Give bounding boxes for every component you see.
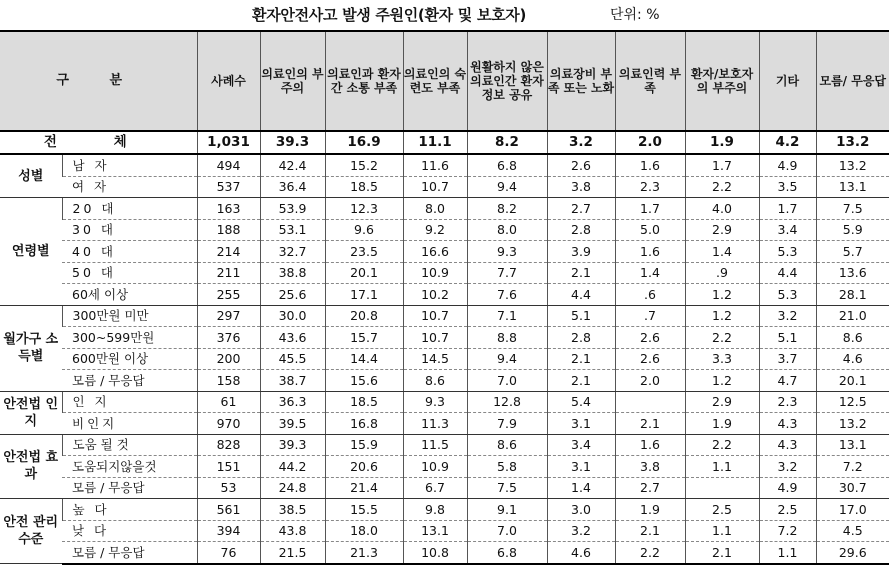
data-cell: .9 — [685, 262, 759, 284]
data-cell: 2.7 — [547, 198, 615, 220]
data-cell: 2.5 — [685, 499, 759, 521]
data-cell: 3.0 — [547, 499, 615, 521]
table-title: 환자안전사고 발생 주원인(환자 및 보호자) — [252, 6, 527, 24]
data-cell: 61 — [197, 391, 260, 413]
data-cell: 39.3 — [260, 434, 325, 456]
data-cell: .6 — [615, 284, 685, 306]
row-label: 도움 될 것 — [62, 434, 197, 456]
column-header: 의료인의 부주의 — [260, 31, 325, 131]
data-cell: 3.1 — [547, 456, 615, 478]
table-row — [0, 477, 889, 499]
data-cell: 2.3 — [759, 391, 816, 413]
data-cell: 1.1 — [685, 456, 759, 478]
data-cell: 20.6 — [325, 456, 403, 478]
data-cell: 10.8 — [403, 542, 467, 564]
row-label: 모름 / 무응답 — [62, 370, 197, 392]
data-cell: 2.3 — [615, 176, 685, 198]
data-cell: 297 — [197, 305, 260, 327]
data-cell: 9.4 — [467, 176, 547, 198]
row-label: 300~599만원 — [62, 327, 197, 349]
data-cell: 8.6 — [403, 370, 467, 392]
data-cell: 53.1 — [260, 219, 325, 241]
row-label: 모름 / 무응답 — [62, 477, 197, 499]
table-row — [0, 413, 889, 435]
data-cell: 2.8 — [547, 219, 615, 241]
row-label: 60세 이상 — [62, 284, 197, 306]
data-cell: 1.7 — [615, 198, 685, 220]
data-cell: 828 — [197, 434, 260, 456]
data-cell: 6.8 — [467, 542, 547, 564]
total-cell: 39.3 — [260, 131, 325, 154]
data-cell: 13.2 — [816, 413, 889, 435]
data-cell: 376 — [197, 327, 260, 349]
unit-label: 단위: % — [610, 7, 660, 23]
total-cell: 1.9 — [685, 131, 759, 154]
column-header: 원활하지 않은 의료인간 환자정보 공유 — [467, 31, 547, 131]
data-cell: 7.2 — [816, 456, 889, 478]
total-label: 전 체 — [0, 131, 197, 154]
data-cell: 11.5 — [403, 434, 467, 456]
group-label: 연령별 — [0, 198, 62, 306]
data-cell: 17.0 — [816, 499, 889, 521]
data-cell: 11.6 — [403, 154, 467, 176]
data-cell: 10.7 — [403, 327, 467, 349]
table-row — [0, 520, 889, 542]
table-row — [0, 241, 889, 263]
data-cell: 36.4 — [260, 176, 325, 198]
data-cell: 25.6 — [260, 284, 325, 306]
data-cell: 537 — [197, 176, 260, 198]
data-cell: 28.1 — [816, 284, 889, 306]
data-cell: 20.8 — [325, 305, 403, 327]
data-cell: 18.0 — [325, 520, 403, 542]
data-cell: 15.7 — [325, 327, 403, 349]
data-cell: 3.9 — [547, 241, 615, 263]
data-cell: 13.1 — [816, 434, 889, 456]
data-cell: 36.3 — [260, 391, 325, 413]
data-cell: 32.7 — [260, 241, 325, 263]
data-cell: 4.3 — [759, 434, 816, 456]
table-row — [0, 391, 889, 413]
data-cell: 2.9 — [685, 391, 759, 413]
data-cell: 10.2 — [403, 284, 467, 306]
data-cell: 2.1 — [615, 520, 685, 542]
data-cell: 3.7 — [759, 348, 816, 370]
data-cell: 1.1 — [685, 520, 759, 542]
data-cell: 2.6 — [615, 327, 685, 349]
table-row — [0, 262, 889, 284]
data-cell: 4.4 — [547, 284, 615, 306]
data-cell: 13.1 — [816, 176, 889, 198]
data-cell: 3.8 — [547, 176, 615, 198]
data-cell: 18.5 — [325, 391, 403, 413]
data-cell: 2.1 — [547, 262, 615, 284]
data-cell: 1.7 — [685, 154, 759, 176]
column-header: 기타 — [759, 31, 816, 131]
data-cell: 20.1 — [816, 370, 889, 392]
data-cell: 5.1 — [547, 305, 615, 327]
data-cell: 17.1 — [325, 284, 403, 306]
data-cell: 5.9 — [816, 219, 889, 241]
data-cell: 1.1 — [759, 542, 816, 564]
group-label: 성별 — [0, 154, 62, 198]
data-cell: 24.8 — [260, 477, 325, 499]
data-cell: 1.2 — [685, 305, 759, 327]
data-cell: 53 — [197, 477, 260, 499]
data-cell: 7.5 — [467, 477, 547, 499]
total-cell: 11.1 — [403, 131, 467, 154]
data-cell — [685, 477, 759, 499]
row-label: 30 대 — [62, 219, 197, 241]
data-cell: 8.2 — [467, 198, 547, 220]
column-header: 의료인의 숙련도 부족 — [403, 31, 467, 131]
data-cell: 3.2 — [759, 456, 816, 478]
data-cell: 4.6 — [547, 542, 615, 564]
header-category: 구 분 — [0, 31, 197, 131]
data-cell: 7.7 — [467, 262, 547, 284]
data-cell: 3.1 — [547, 413, 615, 435]
data-cell: 1.9 — [615, 499, 685, 521]
data-cell: 163 — [197, 198, 260, 220]
data-cell: 255 — [197, 284, 260, 306]
data-cell: 21.4 — [325, 477, 403, 499]
data-cell: 12.8 — [467, 391, 547, 413]
table-row — [0, 154, 889, 176]
data-cell: 5.0 — [615, 219, 685, 241]
column-header: 사례수 — [197, 31, 260, 131]
data-cell: 1.9 — [685, 413, 759, 435]
data-cell: 12.3 — [325, 198, 403, 220]
data-cell: 2.6 — [615, 348, 685, 370]
column-header: 환자/보호자의 부주의 — [685, 31, 759, 131]
group-label: 안전법 인지 — [0, 391, 62, 434]
data-cell: 4.7 — [759, 370, 816, 392]
data-cell: 15.2 — [325, 154, 403, 176]
data-cell: 15.6 — [325, 370, 403, 392]
table-row — [0, 370, 889, 392]
data-cell: 5.8 — [467, 456, 547, 478]
table-row — [0, 542, 889, 564]
data-cell: 211 — [197, 262, 260, 284]
data-cell: 1.6 — [615, 434, 685, 456]
data-cell: 6.7 — [403, 477, 467, 499]
data-cell: 2.9 — [685, 219, 759, 241]
data-cell: 9.3 — [467, 241, 547, 263]
data-cell: 39.5 — [260, 413, 325, 435]
data-cell: 8.0 — [403, 198, 467, 220]
table-row — [0, 434, 889, 456]
data-cell: 7.6 — [467, 284, 547, 306]
data-cell: 4.6 — [816, 348, 889, 370]
table-row — [0, 219, 889, 241]
data-cell: 7.1 — [467, 305, 547, 327]
data-cell: 4.5 — [816, 520, 889, 542]
data-cell: 7.0 — [467, 520, 547, 542]
data-cell: 18.5 — [325, 176, 403, 198]
data-cell: 2.2 — [685, 434, 759, 456]
row-label: 인 지 — [62, 391, 197, 413]
group-label: 안전법 효과 — [0, 434, 62, 499]
data-cell: 5.7 — [816, 241, 889, 263]
data-cell: 9.3 — [403, 391, 467, 413]
data-cell: 6.8 — [467, 154, 547, 176]
data-cell: 20.1 — [325, 262, 403, 284]
data-cell: 13.1 — [403, 520, 467, 542]
table-row — [0, 198, 889, 220]
data-cell: 8.6 — [467, 434, 547, 456]
data-cell: 561 — [197, 499, 260, 521]
table-row — [0, 327, 889, 349]
total-cell: 4.2 — [759, 131, 816, 154]
total-cell: 3.2 — [547, 131, 615, 154]
data-cell: 30.0 — [260, 305, 325, 327]
data-cell: 7.9 — [467, 413, 547, 435]
data-cell: 1.4 — [685, 241, 759, 263]
data-cell: 16.6 — [403, 241, 467, 263]
data-cell: 4.3 — [759, 413, 816, 435]
data-cell: 10.9 — [403, 456, 467, 478]
data-cell: 38.7 — [260, 370, 325, 392]
data-cell: 1.2 — [685, 284, 759, 306]
data-cell: 21.0 — [816, 305, 889, 327]
data-cell: 10.7 — [403, 176, 467, 198]
data-cell: 38.5 — [260, 499, 325, 521]
data-cell: 2.7 — [615, 477, 685, 499]
data-cell: 12.5 — [816, 391, 889, 413]
results-table — [0, 30, 889, 565]
total-cell: 1,031 — [197, 131, 260, 154]
data-cell: 1.6 — [615, 154, 685, 176]
data-cell: 9.4 — [467, 348, 547, 370]
data-cell: 2.2 — [615, 542, 685, 564]
data-cell: 38.8 — [260, 262, 325, 284]
data-cell — [615, 391, 685, 413]
data-cell: 7.2 — [759, 520, 816, 542]
data-cell: 43.6 — [260, 327, 325, 349]
total-cell: 16.9 — [325, 131, 403, 154]
data-cell: 200 — [197, 348, 260, 370]
data-cell: 10.9 — [403, 262, 467, 284]
data-cell: 44.2 — [260, 456, 325, 478]
table-row — [0, 456, 889, 478]
row-label: 남 자 — [62, 154, 197, 176]
data-cell: 494 — [197, 154, 260, 176]
data-cell: 5.3 — [759, 241, 816, 263]
row-label: 도움되지않을것 — [62, 456, 197, 478]
data-cell: 14.4 — [325, 348, 403, 370]
data-cell: 7.5 — [816, 198, 889, 220]
data-cell: 214 — [197, 241, 260, 263]
data-cell: 76 — [197, 542, 260, 564]
data-cell: 45.5 — [260, 348, 325, 370]
data-cell: 15.5 — [325, 499, 403, 521]
data-cell: 4.4 — [759, 262, 816, 284]
data-cell: 4.9 — [759, 154, 816, 176]
data-cell: 53.9 — [260, 198, 325, 220]
data-cell: 2.5 — [759, 499, 816, 521]
column-header: 의료인과 환자간 소통 부족 — [325, 31, 403, 131]
total-cell: 13.2 — [816, 131, 889, 154]
group-label: 월가구 소득별 — [0, 305, 62, 391]
row-label: 50 대 — [62, 262, 197, 284]
row-label: 높 다 — [62, 499, 197, 521]
data-cell: 9.1 — [467, 499, 547, 521]
row-label: 20 대 — [62, 198, 197, 220]
data-cell: 2.6 — [547, 154, 615, 176]
data-cell: 158 — [197, 370, 260, 392]
data-cell: 1.6 — [615, 241, 685, 263]
data-cell: .7 — [615, 305, 685, 327]
row-label: 비인지 — [62, 413, 197, 435]
data-cell: 5.4 — [547, 391, 615, 413]
data-cell: 188 — [197, 219, 260, 241]
data-cell: 1.4 — [615, 262, 685, 284]
row-label: 모름 / 무응답 — [62, 542, 197, 564]
data-cell: 11.3 — [403, 413, 467, 435]
table-row — [0, 176, 889, 198]
row-label: 낮 다 — [62, 520, 197, 542]
data-cell: 3.4 — [547, 434, 615, 456]
data-cell: 30.7 — [816, 477, 889, 499]
group-label: 안전 관리 수준 — [0, 499, 62, 564]
table-row — [0, 305, 889, 327]
data-cell: 13.2 — [816, 154, 889, 176]
data-cell: 3.8 — [615, 456, 685, 478]
data-cell: 16.8 — [325, 413, 403, 435]
total-cell: 2.0 — [615, 131, 685, 154]
data-cell: 8.8 — [467, 327, 547, 349]
table-row — [0, 284, 889, 306]
table-row — [0, 499, 889, 521]
row-label: 600만원 이상 — [62, 348, 197, 370]
column-header: 모름/ 무응답 — [816, 31, 889, 131]
data-cell: 2.1 — [547, 348, 615, 370]
data-cell: 3.5 — [759, 176, 816, 198]
row-label: 40 대 — [62, 241, 197, 263]
data-cell: 3.2 — [547, 520, 615, 542]
data-cell: 4.0 — [685, 198, 759, 220]
data-cell: 394 — [197, 520, 260, 542]
data-cell: 3.4 — [759, 219, 816, 241]
data-cell: 5.1 — [759, 327, 816, 349]
data-cell: 14.5 — [403, 348, 467, 370]
data-cell: 2.2 — [685, 327, 759, 349]
data-cell: 8.6 — [816, 327, 889, 349]
data-cell: 43.8 — [260, 520, 325, 542]
title-bar — [0, 0, 889, 30]
data-cell: 2.1 — [615, 413, 685, 435]
row-label: 300만원 미만 — [62, 305, 197, 327]
data-cell: 2.8 — [547, 327, 615, 349]
data-cell: 9.8 — [403, 499, 467, 521]
data-cell: 2.2 — [685, 176, 759, 198]
total-cell: 8.2 — [467, 131, 547, 154]
data-cell: 21.3 — [325, 542, 403, 564]
data-cell: 13.6 — [816, 262, 889, 284]
data-cell: 2.1 — [547, 370, 615, 392]
data-cell: 21.5 — [260, 542, 325, 564]
data-cell: 15.9 — [325, 434, 403, 456]
data-cell: 10.7 — [403, 305, 467, 327]
row-label: 여 자 — [62, 176, 197, 198]
data-cell: 3.3 — [685, 348, 759, 370]
data-cell: 970 — [197, 413, 260, 435]
column-header: 의료인력 부족 — [615, 31, 685, 131]
data-cell: 1.4 — [547, 477, 615, 499]
data-cell: 151 — [197, 456, 260, 478]
data-cell: 1.2 — [685, 370, 759, 392]
column-header: 의료장비 부족 또는 노화 — [547, 31, 615, 131]
data-cell: 1.7 — [759, 198, 816, 220]
data-cell: 2.0 — [615, 370, 685, 392]
data-cell: 42.4 — [260, 154, 325, 176]
data-cell: 2.1 — [685, 542, 759, 564]
data-cell: 3.2 — [759, 305, 816, 327]
table-row — [0, 348, 889, 370]
data-cell: 9.2 — [403, 219, 467, 241]
data-cell: 23.5 — [325, 241, 403, 263]
data-cell: 7.0 — [467, 370, 547, 392]
data-cell: 8.0 — [467, 219, 547, 241]
data-cell: 29.6 — [816, 542, 889, 564]
data-cell: 5.3 — [759, 284, 816, 306]
data-cell: 4.9 — [759, 477, 816, 499]
data-cell: 9.6 — [325, 219, 403, 241]
